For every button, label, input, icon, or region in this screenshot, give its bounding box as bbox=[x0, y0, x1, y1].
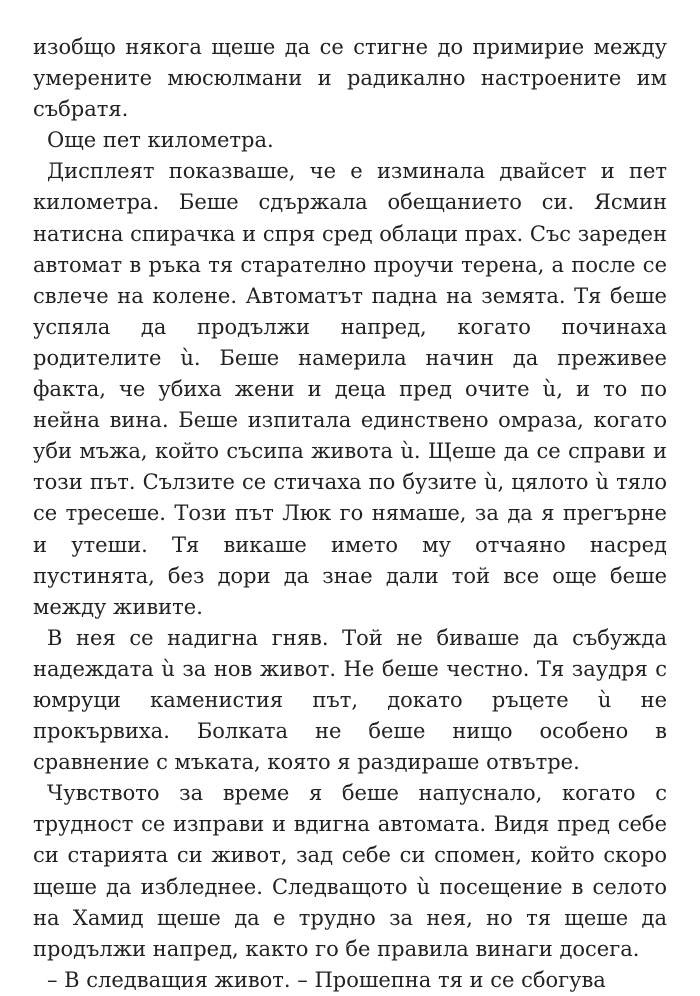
paragraph: Чувството за време я беше напуснало, когато с трудност се изправи и вдигна автомата. Видя пред себе си старията си живот, зад себе си спомен, който скоро щеше да избледнее. Следващото ù посещение в селото на Хамид щеше да е трудно за нея, но тя щеше да продължи напред, както го бе правила винаги досега. bbox=[33, 781, 667, 961]
paragraph: Дисплеят показваше, че е изминала двайсет и пет километра. Беше сдържала обещанието си. Ясмин натисна спирачка и спря сред облаци прах. Със зареден автомат в ръка тя старателно проучи терена, а после се свлече на колене. Автоматът падна на земята. Тя беше успяла да продължи напред, когато починаха родителите ù. Беше намерила начин да преживее факта, че убиха жени и деца пред очите ù, и то по нейна вина. Беше изпитала единствено омраза, когато уби мъжа, който съсипа живота ù. Щеше да се справи и този път. Сълзите се стичаха по бузите ù, цялото ù тяло се тресеше. Този път Люк го нямаше, за да я прегърне и утеши. Тя викаше името му отчаяно насред пустинята, без дори да знае дали той все още беше между живите. bbox=[33, 159, 667, 619]
paragraph: В нея се надигна гняв. Той не биваше да събужда надеждата ù за нов живот. Не беше честно. Тя заудря с юмруци каменистия път, докато ръцете ù не прокървиха. Болката не беше нищо особено в сравнение с мъката, която я раздираше отвътре. bbox=[33, 625, 667, 775]
body-text bbox=[33, 32, 667, 996]
paragraph-dialogue: – В следващия живот. – Прошепна тя и се сбогува bbox=[47, 967, 606, 992]
paragraph: Още пет километра. bbox=[47, 128, 274, 153]
paragraph-continued: изобщо някога щеше да се стигне до примирие между умерените мюсюлмани и радикално настроените им събратя. bbox=[33, 35, 667, 122]
